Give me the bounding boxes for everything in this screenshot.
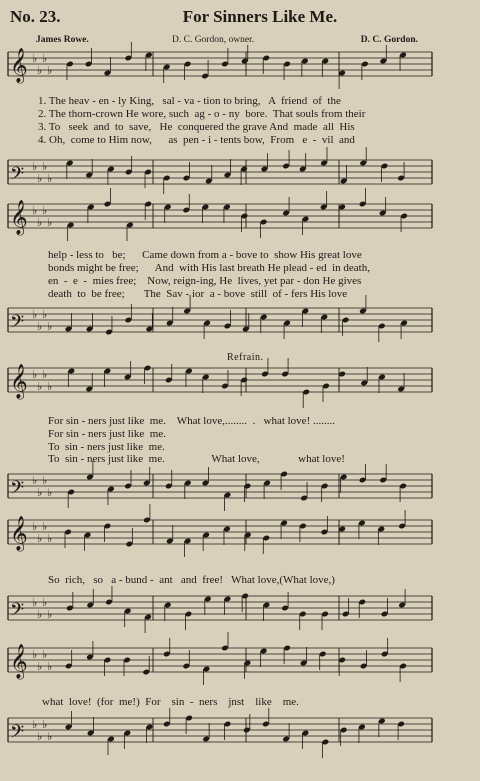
svg-text:𝄞: 𝄞	[10, 644, 28, 679]
verse-line: bonds might be free; And with His last breath He plead - ed in death,	[48, 262, 370, 274]
svg-text:♭: ♭	[32, 204, 38, 217]
svg-text:♭: ♭	[32, 160, 38, 173]
verse-line: death to be free; The Sav - ior a - bove still of - fers His love	[48, 288, 348, 300]
svg-text:♭: ♭	[32, 52, 38, 65]
svg-text:𝄞: 𝄞	[10, 516, 28, 551]
svg-text:♭: ♭	[37, 216, 43, 229]
svg-text:♭: ♭	[42, 520, 48, 533]
svg-text:𝄞: 𝄞	[10, 200, 28, 235]
svg-text:♭: ♭	[47, 486, 53, 499]
verse-line: To sin - ners just like me.	[48, 441, 165, 453]
verse-line: 2. The thorn-crown He wore, such ag - o - ny bore. That souls from their	[38, 108, 366, 120]
svg-text:♭: ♭	[47, 730, 53, 743]
svg-text:♭: ♭	[37, 64, 43, 77]
svg-text:𝄢: 𝄢	[10, 164, 25, 189]
svg-text:♭: ♭	[42, 718, 48, 731]
verse-line: en - e - mies free; Now, reign-ing, He lives, yet par - don He gives	[48, 275, 362, 287]
svg-text:𝄞: 𝄞	[10, 48, 28, 83]
svg-text:♭: ♭	[32, 648, 38, 661]
svg-text:♭: ♭	[42, 596, 48, 609]
svg-text:♭: ♭	[42, 160, 48, 173]
verse-line: 1. The heav - en - ly King, sal - va - tion to bring, A friend of the	[38, 95, 341, 107]
svg-text:♭: ♭	[37, 608, 43, 621]
svg-text:𝄢: 𝄢	[10, 312, 25, 337]
svg-text:♭: ♭	[42, 474, 48, 487]
svg-text:♭: ♭	[47, 64, 53, 77]
composer-credit: D. C. Gordon.	[360, 35, 418, 45]
svg-text:♭: ♭	[32, 520, 38, 533]
svg-text:♭: ♭	[32, 718, 38, 731]
hymn-title: For Sinners Like Me.	[182, 7, 338, 26]
svg-text:♭: ♭	[42, 368, 48, 381]
verse-line: To sin - ners just like me. What love, what love!	[48, 453, 345, 465]
verse-line: what love! (for me!) For sin - ners jnst like me.	[42, 696, 299, 708]
svg-text:♭: ♭	[42, 308, 48, 321]
svg-text:♭: ♭	[42, 204, 48, 217]
svg-text:♭: ♭	[47, 320, 53, 333]
owner-credit: D. C. Gordon, owner.	[172, 35, 255, 45]
svg-text:𝄞: 𝄞	[10, 364, 28, 399]
svg-text:♭: ♭	[37, 380, 43, 393]
svg-text:𝄢: 𝄢	[10, 478, 25, 503]
svg-text:♭: ♭	[32, 308, 38, 321]
svg-text:♭: ♭	[32, 368, 38, 381]
verse-line: So rich, so a - bund - ant and free! What love,(What love,)	[48, 574, 335, 586]
refrain-label: Refrain.	[227, 352, 264, 363]
svg-text:♭: ♭	[47, 532, 53, 545]
svg-text:♭: ♭	[47, 172, 53, 185]
svg-text:♭: ♭	[37, 320, 43, 333]
svg-text:𝄢: 𝄢	[10, 600, 25, 625]
svg-text:♭: ♭	[32, 596, 38, 609]
lyricist-credit: James Rowe.	[36, 35, 89, 45]
svg-text:♭: ♭	[32, 474, 38, 487]
hymn-number: No. 23.	[10, 7, 61, 26]
svg-text:♭: ♭	[47, 380, 53, 393]
svg-text:♭: ♭	[37, 532, 43, 545]
svg-text:♭: ♭	[37, 486, 43, 499]
svg-text:♭: ♭	[47, 216, 53, 229]
svg-text:♭: ♭	[37, 172, 43, 185]
verse-line: 3. To seek and to save, He conquered the grave And made all His	[38, 121, 355, 133]
svg-text:♭: ♭	[47, 608, 53, 621]
verse-line: 4. Oh, come to Him now, as pen - i - tents bow, From e - vil and	[38, 134, 355, 146]
svg-text:𝄢: 𝄢	[10, 722, 25, 747]
svg-text:♭: ♭	[37, 730, 43, 743]
svg-text:♭: ♭	[47, 660, 53, 673]
svg-text:♭: ♭	[42, 52, 48, 65]
svg-text:♭: ♭	[37, 660, 43, 673]
svg-text:♭: ♭	[42, 648, 48, 661]
verse-line: For sin - ners just like me.	[48, 428, 166, 440]
verse-line: help - less to be; Came down from a - bove to show His great love	[48, 249, 362, 261]
verse-line: For sin - ners just like me. What love,........ . what love! ........	[48, 415, 335, 427]
